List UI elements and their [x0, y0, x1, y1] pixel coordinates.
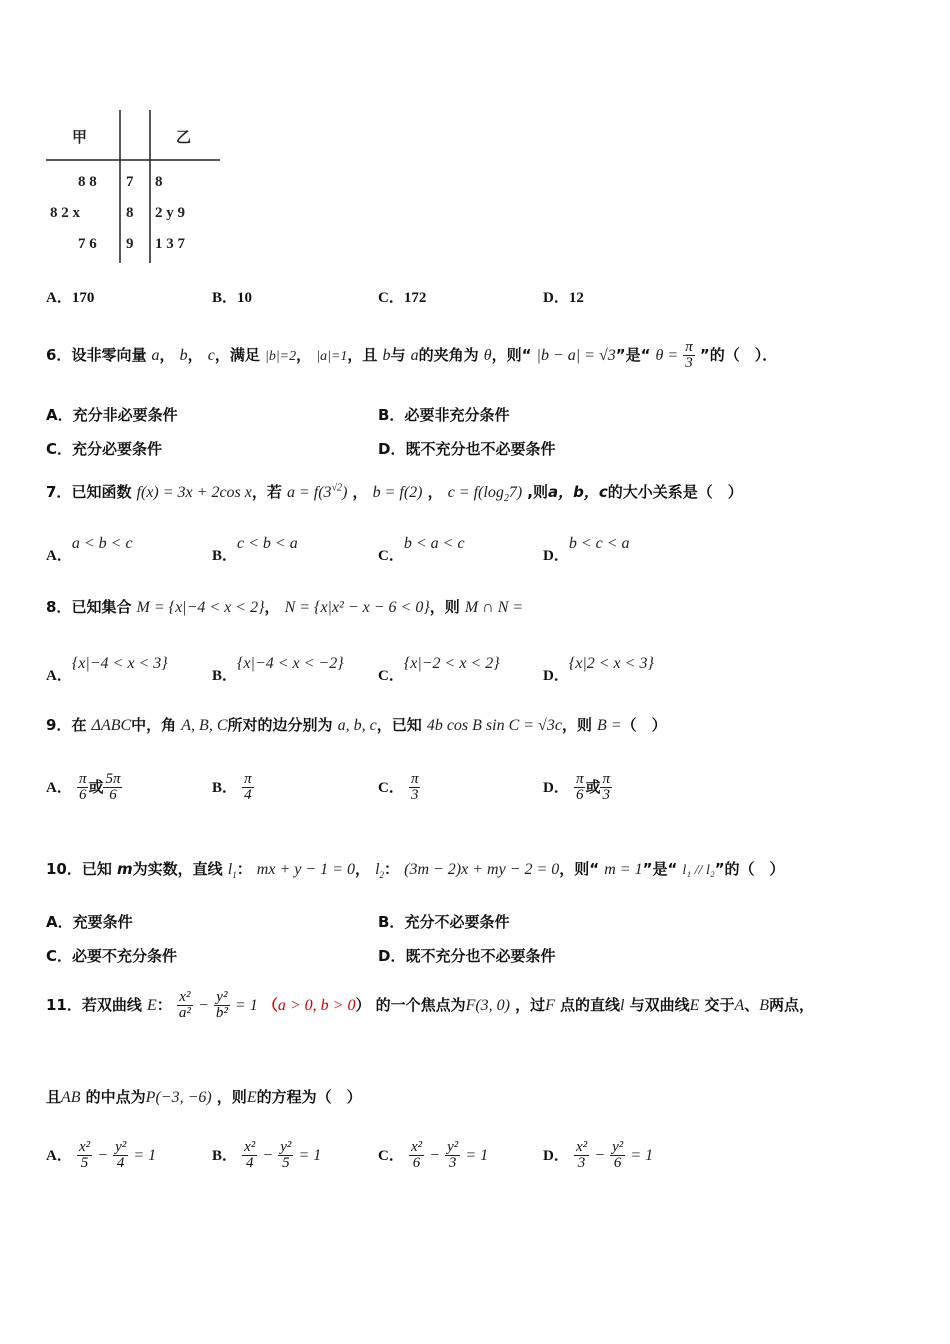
question-9-stem: 9．在 ΔABC中，角 A, B, C所对的边分别为 a, b, c，已知 4b cos B sin C = √3c，则 B =（ ） [46, 716, 667, 734]
q6-option-c[interactable]: C．充分必要条件 [46, 440, 163, 458]
leaf-right-row3: 1 3 7 [155, 236, 185, 252]
q6-option-a[interactable]: A．充分非必要条件 [46, 406, 178, 424]
leaf-left-row1: 8 8 [78, 174, 97, 190]
leaf-left-row3: 7 6 [78, 236, 97, 252]
question-7-stem: 7．已知函数 f(x) = 3x + 2cos x，若 $a = f(3^{√2})$ ， b = f(2) ， $c = f(\log_27)$ ,则a，b，c的大小关系是（ ） [46, 482, 743, 505]
q5-option-a[interactable]: A．170 [46, 290, 95, 306]
stem-row2: 8 [126, 205, 134, 221]
q7-option-a[interactable]: A．a < b < c [46, 535, 133, 564]
question-10-stem: 10．已知 m为实数，直线 $l_1$： mx + y − 1 = 0， $l_2$： (3m − 2)x + my − 2 = 0，则“ m = 1”是“ l₁ // l₂”的（ ） [46, 860, 785, 881]
leaf-left-row2: 8 2 x [50, 205, 80, 221]
q5-option-c[interactable]: C．172 [378, 290, 427, 306]
q10-option-d[interactable]: D．既不充分也不必要条件 [378, 947, 556, 965]
q6-option-d[interactable]: D．既不充分也不必要条件 [378, 440, 556, 458]
stem-row1: 7 [126, 174, 134, 190]
q10-option-c[interactable]: C．必要不充分条件 [46, 947, 178, 965]
q7-option-c[interactable]: C．b < a < c [378, 535, 465, 564]
q5-option-b[interactable]: B．10 [212, 290, 253, 306]
q8-option-b[interactable]: B．{x|−4 < x < −2} [212, 655, 344, 684]
q9-option-a[interactable]: A． $\frac{\pi}{6}$ 或 $\frac{5\pi}{6}$ [46, 771, 121, 803]
header-jia: 甲 [72, 130, 88, 146]
leaf-right-row1: 8 [155, 174, 163, 190]
q11-option-c[interactable]: C． $\frac{\text{x²}}{6}$ − $\frac{\text{y²}}{3}$ = 1 [378, 1139, 489, 1171]
q9-option-b[interactable]: B． $\frac{\pi}{4}$ [212, 771, 252, 803]
q11-option-b[interactable]: B． $\frac{\text{x²}}{4}$ − $\frac{\text{y²}}{5}$ = 1 [212, 1139, 322, 1171]
stem-row3: 9 [126, 236, 134, 252]
q8-option-c[interactable]: C．{x|−2 < x < 2} [378, 655, 500, 684]
leaf-right-row2: 2 y 9 [155, 205, 185, 221]
question-11-stem-line2: 且AB 的中点为P(−3, −6) ，则E的方程为（ ） [46, 1088, 362, 1106]
stem-leaf-lines [44, 108, 224, 268]
q9-option-d[interactable]: D． $\frac{\pi}{6}$ 或 $\frac{\pi}{3}$ [543, 771, 610, 803]
q8-option-a[interactable]: A．{x|−4 < x < 3} [46, 655, 168, 684]
q6-option-b[interactable]: B．必要非充分条件 [378, 406, 510, 424]
q7-option-b[interactable]: B．c < b < a [212, 535, 298, 564]
question-11-stem-line1: 11．若双曲线 E： $\frac{\text{x²}}{\text{a²}}$ − $\frac{\text{y²}}{\text{b²}}$ = 1 （a > 0, b > 0） 的一个焦点为F(3, 0) ，过F 点的直线l 与双曲线E 交于A、B两点， [46, 989, 815, 1021]
pi-over-3: $\frac{\pi}{3}$ [685, 339, 693, 371]
q8-option-d[interactable]: D．{x|2 < x < 3} [543, 655, 654, 684]
q11-option-a[interactable]: A． $\frac{\text{x²}}{5}$ − $\frac{\text{y²}}{4}$ = 1 [46, 1139, 157, 1171]
q10-option-a[interactable]: A．充要条件 [46, 913, 133, 931]
q5-option-d[interactable]: D．12 [543, 290, 584, 306]
q11-option-d[interactable]: D． $\frac{\text{x²}}{3}$ − $\frac{\text{y²}}{6}$ = 1 [543, 1139, 654, 1171]
header-yi: 乙 [176, 130, 192, 146]
q9-option-c[interactable]: C． $\frac{\pi}{3}$ [378, 771, 419, 803]
q7-option-d[interactable]: D．b < c < a [543, 535, 630, 564]
question-6-stem: 6．设非零向量 a， b， c，满足 |b|=2， |a|=1，且 b与 a的夹角为 θ，则“ |b − a| = √3”是“ θ = $\frac{\pi}{3}$ ”的（ ）． [46, 339, 778, 371]
q10-option-b[interactable]: B．充分不必要条件 [378, 913, 510, 931]
question-8-stem: 8．已知集合 M = {x|−4 < x < 2}， N = {x|x² − x − 6 < 0}，则 M ∩ N = [46, 598, 524, 616]
